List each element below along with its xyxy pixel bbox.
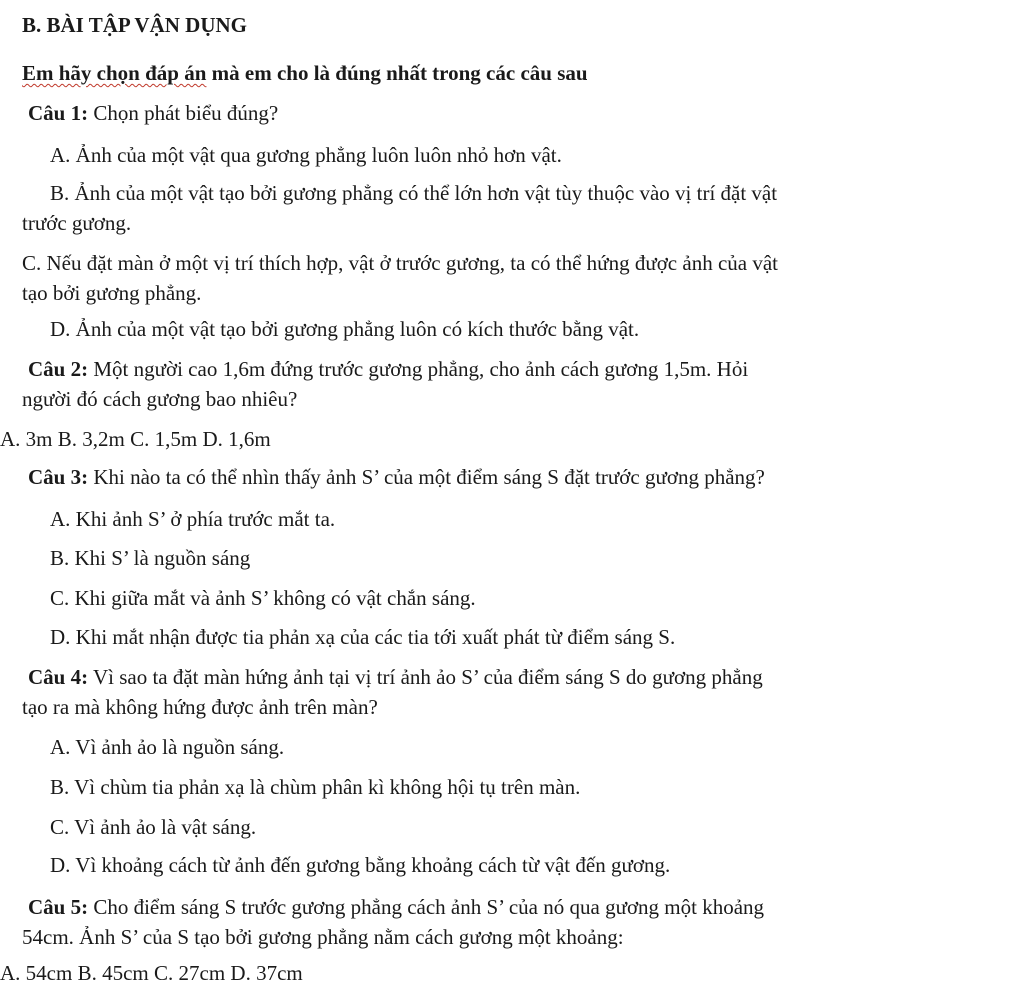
question-5-option-c: C. 27cm [154,961,226,985]
question-1-option-c-cont: tạo bởi gương phẳng. [22,281,202,305]
question-5 [28,892,764,922]
question-3 [28,462,765,492]
question-2-option-c: C. 1,5m [130,427,198,451]
question-3-option-d: D. Khi mắt nhận được tia phản xạ của các tia tới xuất phát từ điểm sáng S. [50,625,676,649]
question-3-option-c: C. Khi giữa mắt và ảnh S’ không có vật chắn sáng. [50,586,476,610]
question-5-option-a: A. 54cm [0,961,73,985]
question-1-option-b: B. Ảnh của một vật tạo bởi gương phẳng có thể lớn hơn vật tùy thuộc vào vị trí đặt vật [50,181,778,205]
question-3-option-b: B. Khi S’ là nguồn sáng [50,546,251,570]
question-2-option-a: A. 3m [0,427,53,451]
question-4-option-c: C. Vì ảnh ảo là vật sáng. [50,815,257,839]
question-2-text: Một người cao 1,6m đứng trước gương phẳng, cho ảnh cách gương 1,5m. Hỏi [88,357,749,381]
question-1-label: Câu 1: [28,101,89,125]
instruction-underlined: Em hãy chọn đáp án [22,61,207,85]
question-4-option-a: A. Vì ảnh ảo là nguồn sáng. [50,735,285,759]
question-4-option-d: D. Vì khoảng cách từ ảnh đến gương bằng khoảng cách từ vật đến gương. [50,853,671,877]
question-2-option-b: B. 3,2m [57,427,125,451]
question-5-label: Câu 5: [28,895,89,919]
question-2-options [0,424,1024,454]
question-5-option-b: B. 45cm [77,961,149,985]
question-4-option-b: B. Vì chùm tia phản xạ là chùm phân kì không hội tụ trên màn. [50,775,581,799]
question-3-option-a: A. Khi ảnh S’ ở phía trước mắt ta. [50,507,336,531]
question-1-text: Chọn phát biểu đúng? [88,101,279,125]
question-4-text-cont: tạo ra mà không hứng được ảnh trên màn? [22,695,378,719]
question-2-label: Câu 2: [28,357,89,381]
question-5-text-cont: 54cm. Ảnh S’ của S tạo bởi gương phẳng nằm cách gương một khoảng: [22,925,624,949]
question-2-option-d: D. 1,6m [202,427,271,451]
question-2 [28,354,748,384]
question-5-options [0,958,1024,988]
question-4 [28,662,763,692]
question-3-text: Khi nào ta có thể nhìn thấy ảnh S’ của một điểm sáng S đặt trước gương phẳng? [88,465,765,489]
instruction [22,58,588,88]
instruction-rest: mà em cho là đúng nhất trong các câu sau [206,61,588,85]
question-4-text: Vì sao ta đặt màn hứng ảnh tại vị trí ảnh ảo S’ của điểm sáng S do gương phẳng [88,665,763,689]
question-3-label: Câu 3: [28,465,89,489]
question-1-option-b-cont: trước gương. [22,211,132,235]
question-1 [28,98,278,128]
section-heading: B. BÀI TẬP VẬN DỤNG [22,13,248,37]
question-2-text-cont: người đó cách gương bao nhiêu? [22,387,298,411]
question-1-option-c: C. Nếu đặt màn ở một vị trí thích hợp, vật ở trước gương, ta có thể hứng được ảnh của vật [22,251,778,275]
question-5-text: Cho điểm sáng S trước gương phẳng cách ảnh S’ của nó qua gương một khoảng [88,895,765,919]
question-4-label: Câu 4: [28,665,89,689]
question-1-option-d: D. Ảnh của một vật tạo bởi gương phẳng luôn có kích thước bằng vật. [50,317,640,341]
question-5-option-d: D. 37cm [230,961,303,985]
question-1-option-a: A. Ảnh của một vật qua gương phẳng luôn luôn nhỏ hơn vật. [50,143,562,167]
